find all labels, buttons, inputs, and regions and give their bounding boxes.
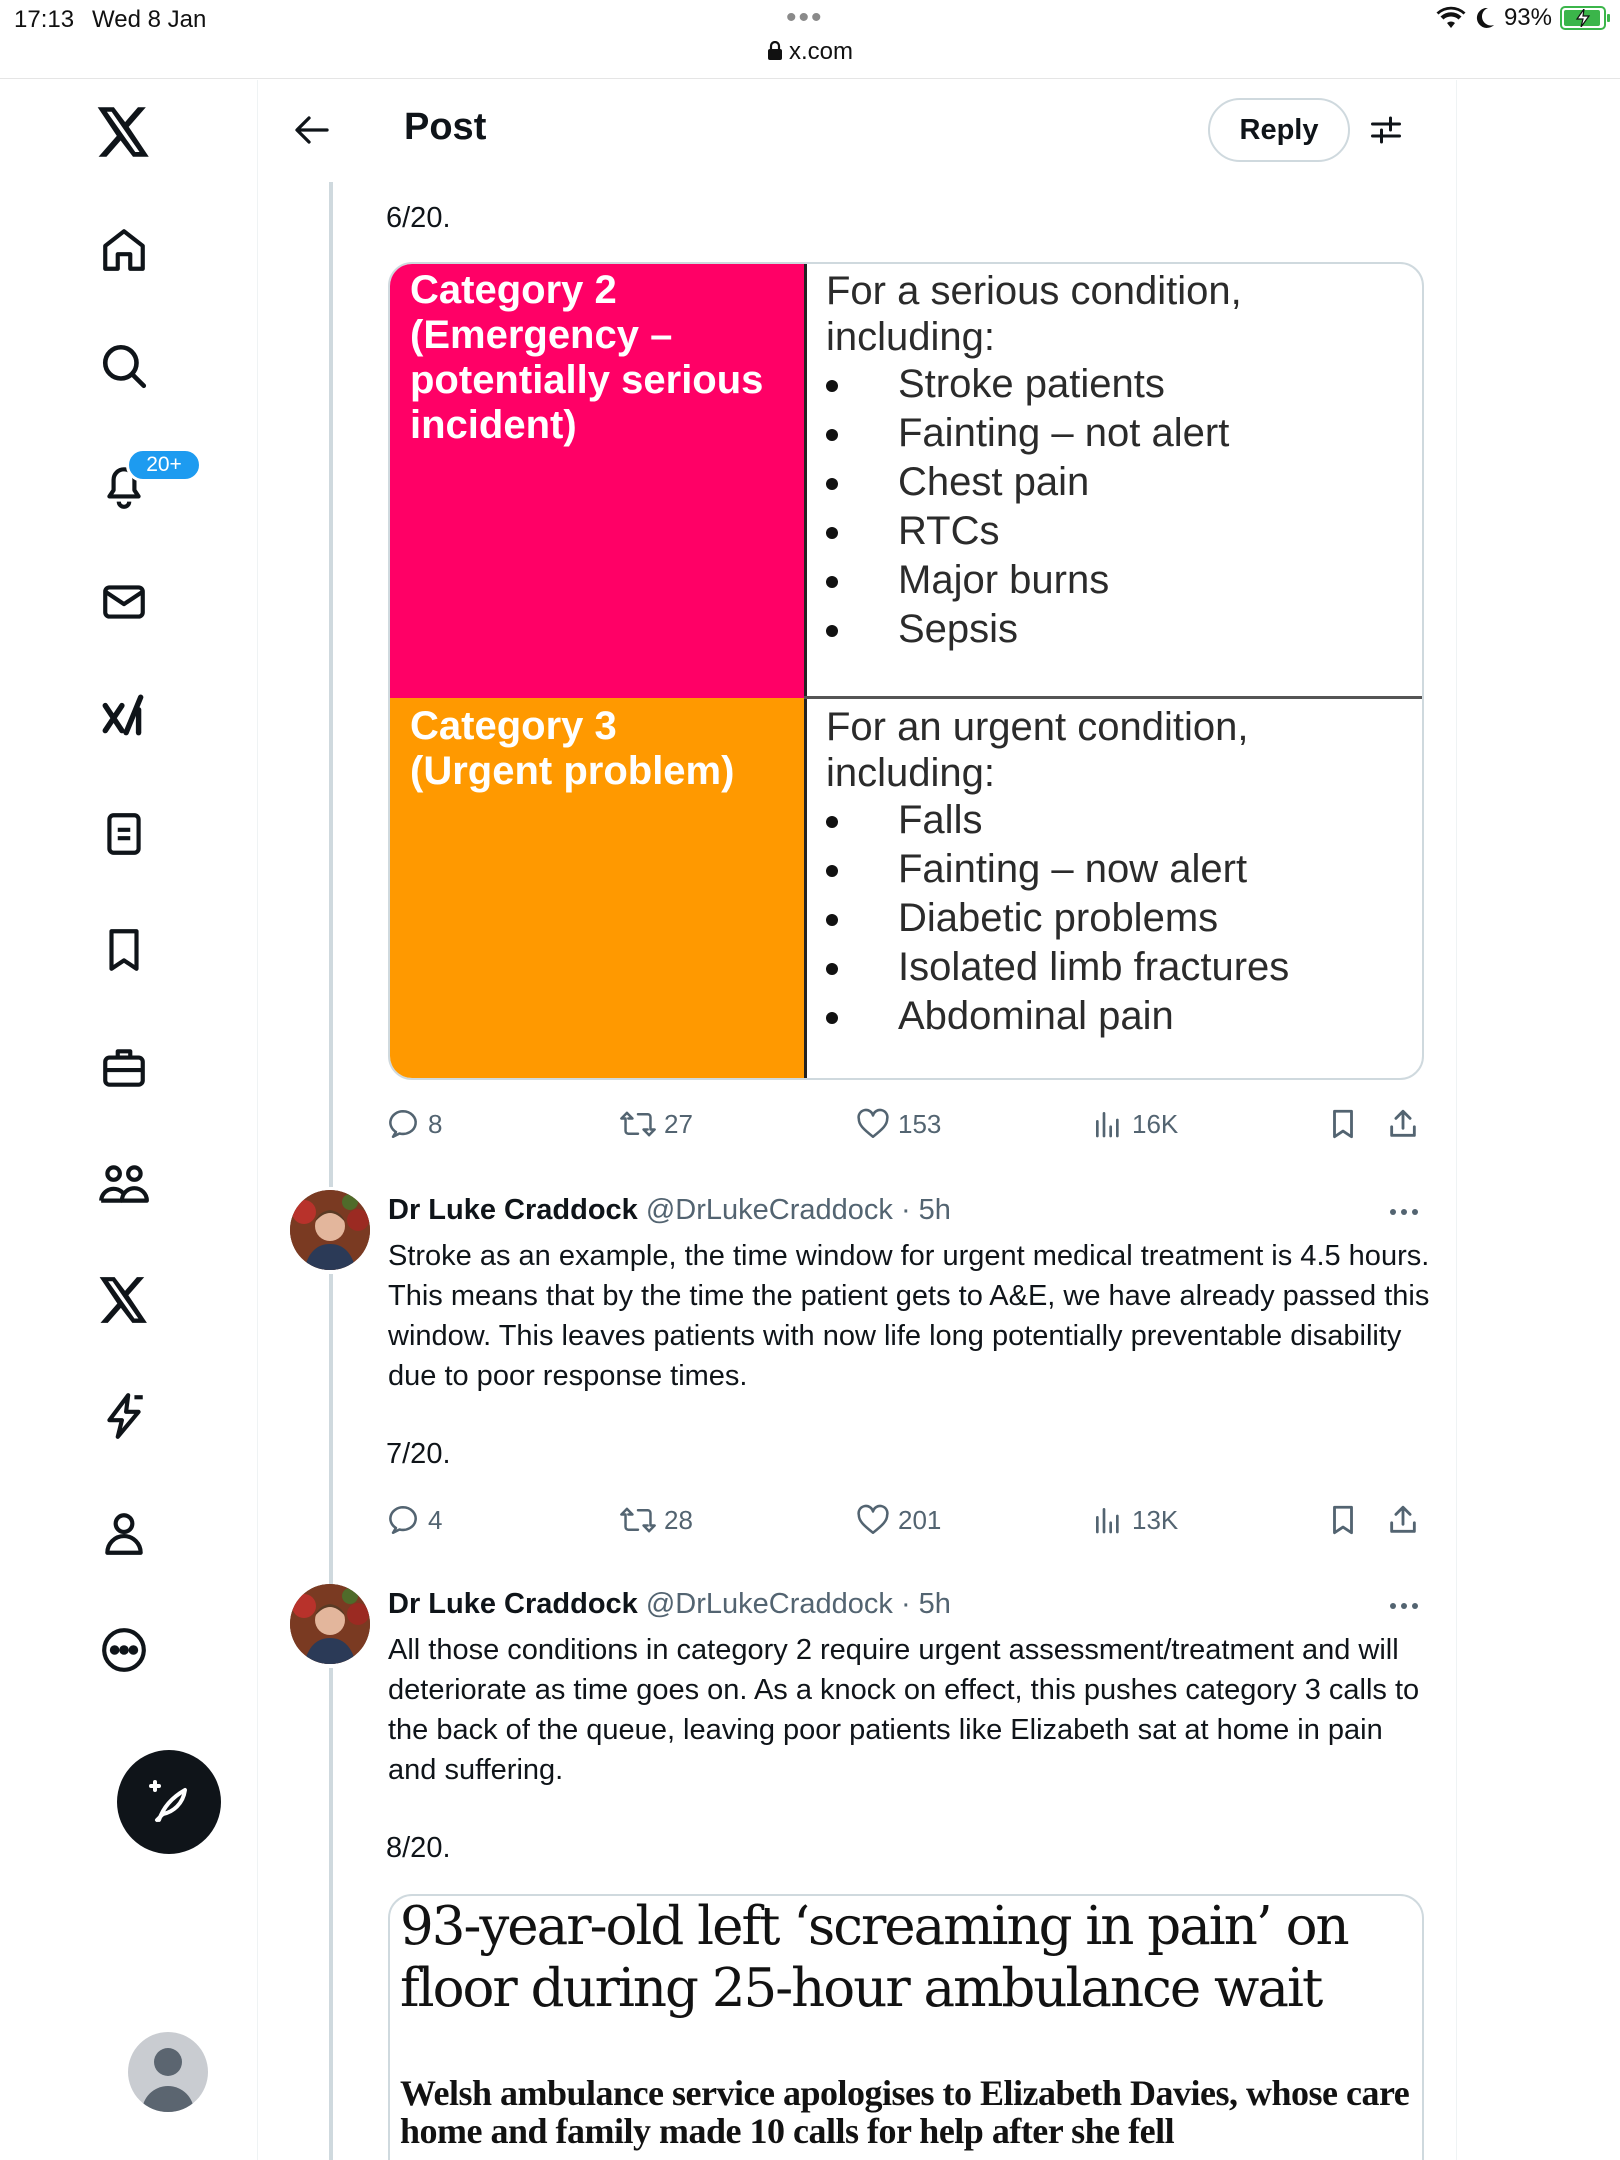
post-image-ambulance-categories[interactable] (388, 262, 1424, 1080)
status-date: Wed 8 Jan (92, 6, 207, 33)
grok-icon[interactable] (78, 670, 170, 762)
heart-icon (856, 1107, 890, 1141)
article-headline: 93-year-old left ‘screaming in pain’ on floor during 25-hour ambulance wait (400, 1896, 1348, 2019)
home-icon[interactable] (78, 204, 170, 296)
bookmarks-icon[interactable] (78, 904, 170, 996)
notifications-badge: 20+ (126, 448, 202, 482)
list-item: Stroke patients (898, 360, 1229, 409)
compose-post-button[interactable] (117, 1750, 221, 1854)
thread-connector (329, 1274, 333, 1584)
x-logo-icon[interactable] (78, 86, 170, 178)
search-icon[interactable] (78, 320, 170, 412)
category-2-list (898, 360, 1229, 654)
status-time: 17:13 (14, 6, 75, 33)
more-options-icon[interactable] (78, 1604, 170, 1696)
battery-icon (1560, 6, 1606, 30)
feather-plus-icon (145, 1778, 193, 1826)
author-handle[interactable]: @DrLukeCraddock (645, 1194, 893, 1226)
battery-percent: 93% (1503, 4, 1552, 31)
bookmark-action[interactable] (1326, 1498, 1360, 1542)
moon-icon (1474, 6, 1496, 30)
category-3-cell (390, 698, 804, 1080)
communities-icon[interactable] (78, 1138, 170, 1230)
lists-icon[interactable] (78, 788, 170, 880)
more-horizontal-icon[interactable] (1386, 1588, 1422, 1624)
share-action[interactable] (1386, 1102, 1420, 1146)
more-horizontal-icon[interactable] (1386, 1194, 1422, 1230)
views-chart-icon (1092, 1108, 1124, 1140)
bookmark-icon (1326, 1503, 1360, 1537)
wifi-icon (1436, 6, 1466, 30)
repost-icon (620, 1503, 656, 1537)
heart-icon (856, 1503, 890, 1537)
repost-icon (620, 1107, 656, 1141)
bookmark-icon (1326, 1107, 1360, 1141)
thread-connector (329, 1668, 333, 2160)
thread-counter: 6/20. (386, 202, 451, 234)
article-subheading: Welsh ambulance service apologises to Elizabeth Davies, whose care home and family made 10 calls for help after she fell (400, 2073, 1410, 2151)
author-avatar[interactable] (290, 1190, 370, 1270)
thread-counter: 7/20. (386, 1438, 451, 1470)
repost-action[interactable]: 27 (620, 1102, 693, 1146)
list-item: Isolated limb fractures (898, 943, 1289, 992)
multitasking-dots-icon[interactable]: ••• (786, 1, 824, 34)
list-item: Sepsis (898, 605, 1229, 654)
share-icon (1386, 1107, 1420, 1141)
url-text: x.com (788, 38, 853, 65)
post-actions (386, 1102, 1426, 1146)
category-3-list (898, 796, 1289, 1041)
share-icon (1386, 1503, 1420, 1537)
jobs-icon[interactable] (78, 1022, 170, 1114)
views-chart-icon (1092, 1504, 1124, 1536)
list-item: Diabetic problems (898, 894, 1289, 943)
account-avatar[interactable] (128, 2032, 208, 2112)
share-action[interactable] (1386, 1498, 1420, 1542)
category-3-intro: For an urgent condition, including: (826, 705, 1249, 795)
bookmark-action[interactable] (1326, 1102, 1360, 1146)
reply-button[interactable]: Reply (1208, 98, 1350, 162)
views-action[interactable]: 13K (1092, 1498, 1178, 1542)
profile-icon[interactable] (78, 1488, 170, 1580)
post-actions (386, 1498, 1426, 1542)
status-bar (0, 0, 1620, 80)
reply-action[interactable]: 8 (386, 1102, 442, 1146)
messages-icon[interactable] (78, 556, 170, 648)
reply-action[interactable]: 4 (386, 1498, 442, 1542)
verified-orgs-lightning-icon[interactable] (78, 1370, 170, 1462)
list-item: Falls (898, 796, 1289, 845)
author-handle[interactable]: @DrLukeCraddock (645, 1588, 893, 1620)
list-item: Major burns (898, 556, 1229, 605)
page-title: Post (404, 106, 487, 148)
address-bar[interactable] (0, 38, 1620, 66)
category-2-cell (390, 264, 804, 698)
views-action[interactable]: 16K (1092, 1102, 1178, 1146)
category-3-title: Category 3 (Urgent problem) (410, 704, 735, 793)
reply-icon (386, 1107, 420, 1141)
like-action[interactable]: 153 (856, 1102, 941, 1146)
category-2-intro: For a serious condition, including: (826, 269, 1242, 359)
lock-icon (767, 41, 783, 61)
repost-action[interactable]: 28 (620, 1498, 693, 1542)
author-avatar[interactable] (290, 1584, 370, 1664)
list-item: RTCs (898, 507, 1229, 556)
author-name[interactable]: Dr Luke Craddock (388, 1194, 638, 1226)
list-item: Abdominal pain (898, 992, 1289, 1041)
filter-sliders-icon[interactable] (1368, 112, 1404, 148)
list-item: Chest pain (898, 458, 1229, 507)
list-item: Fainting – now alert (898, 845, 1289, 894)
post-time[interactable]: · 5h (900, 1588, 951, 1620)
back-arrow-icon[interactable] (294, 108, 334, 152)
premium-x-icon[interactable] (78, 1254, 170, 1346)
list-item: Fainting – not alert (898, 409, 1229, 458)
post-time[interactable]: · 5h (900, 1194, 951, 1226)
post-text: All those conditions in category 2 require urgent assessment/treatment and will deteriorate as time goes on. As a knock on effect, this pushes category 3 calls to the back of the queue, leaving poor patients like Elizabeth sat at home in pain and suffering. (388, 1634, 1420, 1786)
author-name[interactable]: Dr Luke Craddock (388, 1588, 638, 1620)
reply-icon (386, 1503, 420, 1537)
category-2-title: Category 2 (Emergency – potentially serious incident) (410, 268, 764, 447)
article-card[interactable] (388, 1894, 1424, 2160)
post-text: Stroke as an example, the time window for urgent medical treatment is 4.5 hours. This means that by the time the patient gets to A&E, we have already passed this window. This leaves patients with now life long potentially preventable disability due to poor response times. (388, 1240, 1430, 1392)
thread-counter: 8/20. (386, 1832, 451, 1864)
thread-connector (329, 182, 333, 1187)
like-action[interactable]: 201 (856, 1498, 941, 1542)
